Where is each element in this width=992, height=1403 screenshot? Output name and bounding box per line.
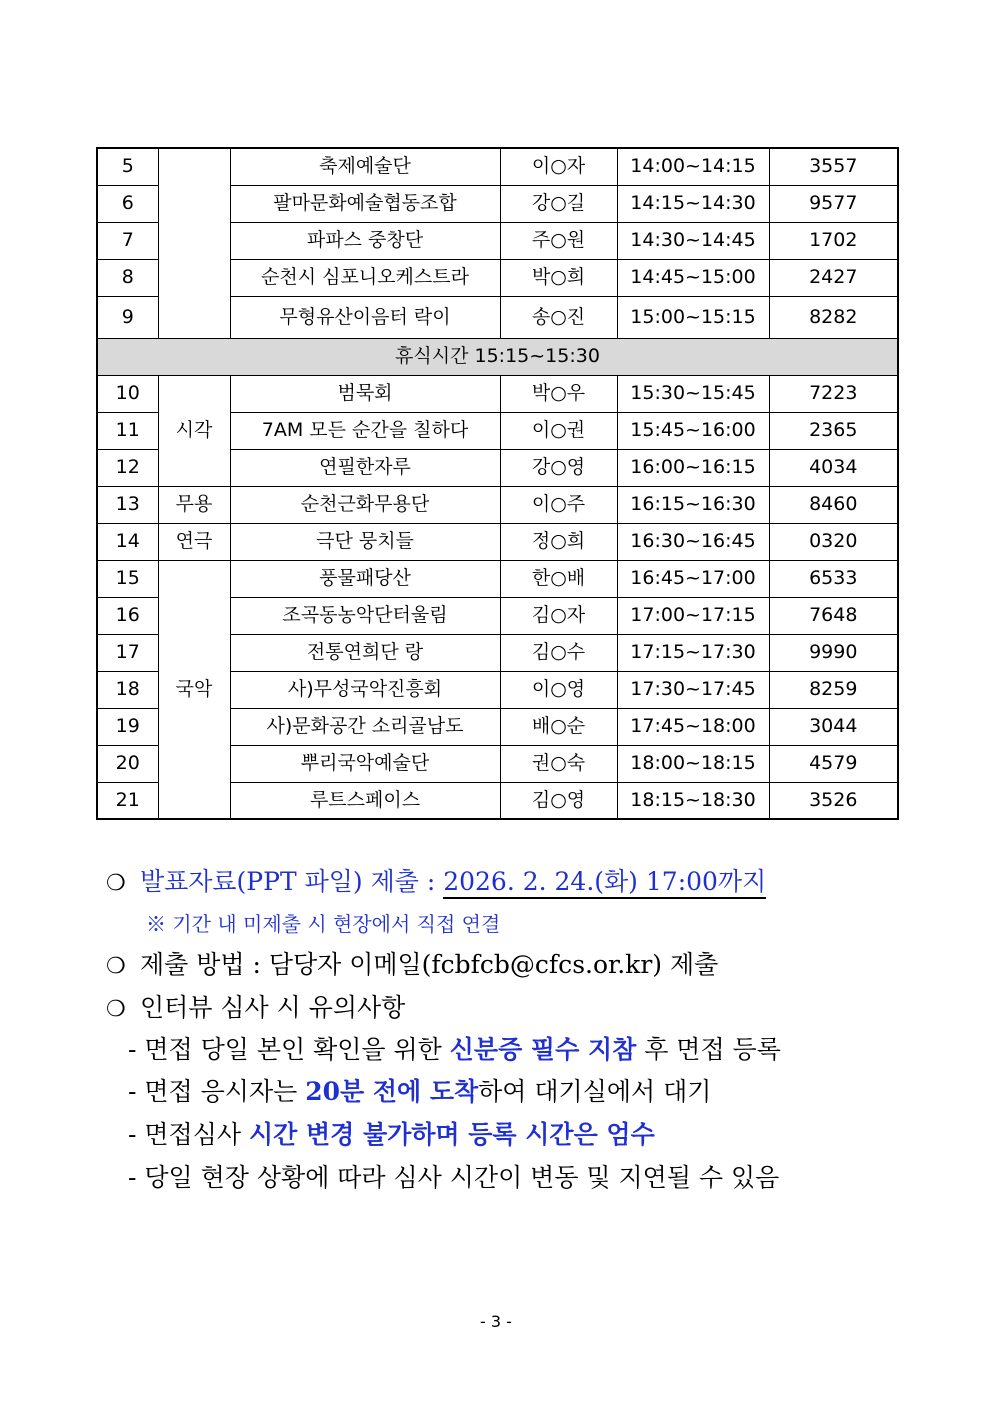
time-slot: 18:00~18:15 — [617, 745, 769, 782]
code: 1702 — [769, 222, 898, 259]
time-slot: 15:30~15:45 — [617, 375, 769, 412]
group-name: 전통연희단 랑 — [230, 634, 500, 671]
person-name: 송○진 — [500, 296, 617, 338]
row-number: 16 — [97, 597, 158, 634]
row-number: 6 — [97, 185, 158, 222]
page-number: - 3 - — [480, 1312, 512, 1331]
person-name: 김○영 — [500, 782, 617, 819]
time-slot: 14:00~14:15 — [617, 148, 769, 185]
bullet-icon: ❍ — [106, 954, 126, 979]
interview-title-line — [106, 988, 405, 1024]
group-name: 사)무성국악진흥회 — [230, 671, 500, 708]
interview-title: 인터뷰 심사 시 유의사항 — [139, 993, 406, 1022]
time-slot: 17:00~17:15 — [617, 597, 769, 634]
row-number: 19 — [97, 708, 158, 745]
row-number: 20 — [97, 745, 158, 782]
code: 3526 — [769, 782, 898, 819]
row-number: 7 — [97, 222, 158, 259]
item-text: 후 면접 등록 — [636, 1035, 781, 1064]
interview-item: - 당일 현장 상황에 따라 심사 시간이 변동 및 지연될 수 있음 — [128, 1163, 780, 1192]
code: 9577 — [769, 185, 898, 222]
item-emphasis: 시간 변경 불가하며 등록 시간은 엄수 — [248, 1120, 655, 1149]
code: 8259 — [769, 671, 898, 708]
row-number: 8 — [97, 259, 158, 296]
table-row — [97, 375, 898, 412]
row-number: 21 — [97, 782, 158, 819]
submission-remark: ※ 기간 내 미제출 시 현장에서 직접 연결 — [146, 912, 501, 936]
person-name: 정○희 — [500, 523, 617, 560]
category-cell: 시각 — [158, 375, 230, 486]
group-name: 뿌리국악예술단 — [230, 745, 500, 782]
interview-item — [128, 1072, 711, 1108]
person-name: 박○희 — [500, 259, 617, 296]
code: 8282 — [769, 296, 898, 338]
item-emphasis: 신분증 필수 지참 — [449, 1035, 637, 1064]
person-name: 권○숙 — [500, 745, 617, 782]
time-slot: 16:30~16:45 — [617, 523, 769, 560]
time-slot: 17:30~17:45 — [617, 671, 769, 708]
bullet-icon: ❍ — [106, 997, 126, 1022]
time-slot: 16:00~16:15 — [617, 449, 769, 486]
time-slot: 18:15~18:30 — [617, 782, 769, 819]
item-text: - 면접 당일 본인 확인을 위한 — [128, 1035, 450, 1064]
person-name: 이○권 — [500, 412, 617, 449]
row-number: 11 — [97, 412, 158, 449]
row-number: 17 — [97, 634, 158, 671]
person-name: 이○영 — [500, 671, 617, 708]
code: 3044 — [769, 708, 898, 745]
category-cell: 무용 — [158, 486, 230, 523]
code: 8460 — [769, 486, 898, 523]
item-text: - 면접심사 — [128, 1120, 249, 1149]
person-name: 김○자 — [500, 597, 617, 634]
group-name: 극단 뭉치들 — [230, 523, 500, 560]
table-row — [97, 486, 898, 523]
category-cell: 국악 — [158, 560, 230, 819]
category-cell: 연극 — [158, 523, 230, 560]
row-number: 12 — [97, 449, 158, 486]
person-name: 배○순 — [500, 708, 617, 745]
bullet-icon: ❍ — [106, 871, 126, 896]
person-name: 이○자 — [500, 148, 617, 185]
time-slot: 14:45~15:00 — [617, 259, 769, 296]
submission-method: 제출 방법 : 담당자 이메일(fcbfcb@cfcs.or.kr) 제출 — [139, 950, 719, 979]
person-name: 주○원 — [500, 222, 617, 259]
group-name: 축제예술단 — [230, 148, 500, 185]
row-number: 13 — [97, 486, 158, 523]
time-slot: 15:45~16:00 — [617, 412, 769, 449]
break-row — [97, 338, 898, 375]
group-name: 7AM 모든 순간을 칠하다 — [230, 412, 500, 449]
group-name: 순천시 심포니오케스트라 — [230, 259, 500, 296]
time-slot: 14:30~14:45 — [617, 222, 769, 259]
code: 4034 — [769, 449, 898, 486]
code: 0320 — [769, 523, 898, 560]
row-number: 15 — [97, 560, 158, 597]
person-name: 한○배 — [500, 560, 617, 597]
item-text: 하여 대기실에서 대기 — [478, 1077, 712, 1106]
code: 7648 — [769, 597, 898, 634]
code: 2427 — [769, 259, 898, 296]
category-cell — [158, 148, 230, 338]
group-name: 범묵회 — [230, 375, 500, 412]
person-name: 김○수 — [500, 634, 617, 671]
submission-label: 발표자료(PPT 파일) 제출 : — [139, 867, 444, 896]
time-slot: 17:15~17:30 — [617, 634, 769, 671]
code: 6533 — [769, 560, 898, 597]
interview-item — [128, 1030, 781, 1066]
code: 2365 — [769, 412, 898, 449]
time-slot: 15:00~15:15 — [617, 296, 769, 338]
row-number: 5 — [97, 148, 158, 185]
schedule-table — [96, 147, 899, 820]
time-slot: 16:45~17:00 — [617, 560, 769, 597]
code: 4579 — [769, 745, 898, 782]
person-name: 강○영 — [500, 449, 617, 486]
item-emphasis: 20분 전에 도착 — [305, 1077, 479, 1106]
person-name: 박○우 — [500, 375, 617, 412]
submission-method-line — [106, 945, 718, 981]
table-row — [97, 148, 898, 185]
group-name: 풍물패당산 — [230, 560, 500, 597]
code: 9990 — [769, 634, 898, 671]
row-number: 9 — [97, 296, 158, 338]
submission-deadline: 2026. 2. 24.(화) 17:00까지 — [443, 867, 766, 899]
row-number: 18 — [97, 671, 158, 708]
item-text: - 면접 응시자는 — [128, 1077, 306, 1106]
time-slot: 14:15~14:30 — [617, 185, 769, 222]
group-name: 사)문화공간 소리골남도 — [230, 708, 500, 745]
row-number: 10 — [97, 375, 158, 412]
person-name: 강○길 — [500, 185, 617, 222]
group-name: 루트스페이스 — [230, 782, 500, 819]
code: 3557 — [769, 148, 898, 185]
submission-deadline-line — [106, 862, 766, 898]
break-label: 휴식시간 15:15~15:30 — [97, 338, 898, 375]
table-row — [97, 560, 898, 597]
person-name: 이○주 — [500, 486, 617, 523]
group-name: 조곡동농악단터울림 — [230, 597, 500, 634]
group-name: 무형유산이음터 락이 — [230, 296, 500, 338]
code: 7223 — [769, 375, 898, 412]
group-name: 팔마문화예술협동조합 — [230, 185, 500, 222]
time-slot: 16:15~16:30 — [617, 486, 769, 523]
interview-item — [128, 1115, 655, 1151]
row-number: 14 — [97, 523, 158, 560]
group-name: 순천근화무용단 — [230, 486, 500, 523]
group-name: 연필한자루 — [230, 449, 500, 486]
time-slot: 17:45~18:00 — [617, 708, 769, 745]
table-row — [97, 523, 898, 560]
group-name: 파파스 중창단 — [230, 222, 500, 259]
